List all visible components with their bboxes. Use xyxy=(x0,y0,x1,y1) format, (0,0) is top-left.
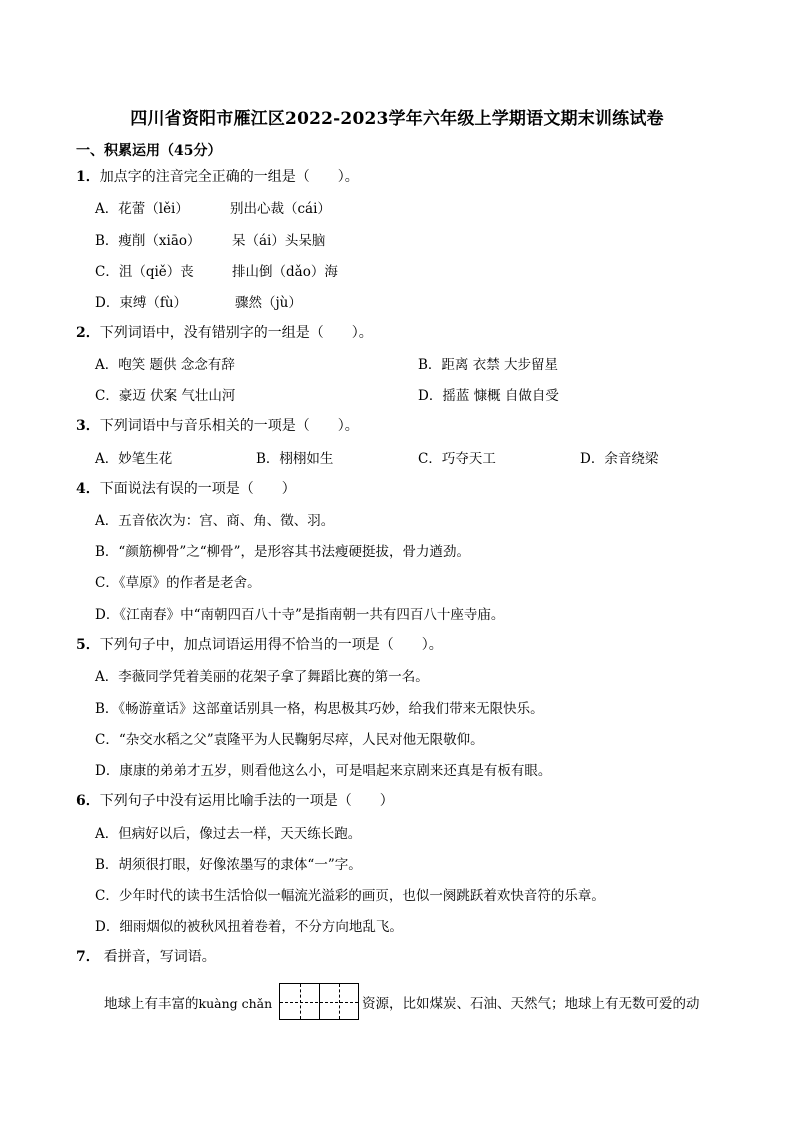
q1-option-d-1: D．束缚（fù） xyxy=(95,295,188,311)
q5-option-c: C．“杂交水稻之父”袁隆平为人民鞠躬尽瘁，人民对他无限敬仰。 xyxy=(95,732,484,748)
question-stem: 下列词语中与音乐相关的一项是（ ）。 xyxy=(99,418,359,434)
q5-option-d: D．康康的弟弟才五岁，则看他这么小，可是唱起来京剧来还真是有板有眼。 xyxy=(95,763,552,779)
grid-vertical-guide-right xyxy=(339,984,340,1019)
q3-option-b: B．栩栩如生 xyxy=(256,451,334,467)
question-stem: 看拼音，写词语。 xyxy=(103,949,216,965)
question-5 xyxy=(76,634,443,654)
q4-option-a: A．五音依次为：宫、商、角、徵、羽。 xyxy=(95,513,335,529)
q1-option-c-1: C．沮（qiě）丧 xyxy=(95,264,194,280)
q6-option-b: B．胡须很打眼，好像浓墨写的隶体“一”字。 xyxy=(95,857,362,873)
question-number: 4． xyxy=(76,481,100,497)
grid-cell-divider xyxy=(319,984,320,1019)
q7-text-after: 资源，比如煤炭、石油、天然气；地球上有无数可爱的动 xyxy=(362,996,700,1012)
question-stem: 下列句子中，加点词语运用得不恰当的一项是（ ）。 xyxy=(99,637,443,653)
question-number: 2． xyxy=(76,325,100,341)
q2-option-b: B．距离 衣禁 大步留星 xyxy=(418,357,559,373)
question-7 xyxy=(76,946,216,966)
q1-option-b-2: 呆（ái）头呆脑 xyxy=(232,233,326,249)
q3-option-c: C．巧夺天工 xyxy=(418,451,496,467)
question-1 xyxy=(76,166,359,186)
q1-option-a-2: 别出心裁（cái） xyxy=(230,201,331,217)
question-number: 1． xyxy=(76,169,100,185)
q6-option-d: D．细雨烟似的被秋风扭着卷着，不分方向地乱飞。 xyxy=(95,919,403,935)
q1-option-b-1: B．瘦削（xiāo） xyxy=(95,233,201,249)
q5-option-a: A．李薇同学凭着美丽的花架子拿了舞蹈比赛的第一名。 xyxy=(95,669,429,685)
q6-option-c: C．少年时代的读书生活恰似一幅流光溢彩的画页，也似一阕跳跃着欢快音符的乐章。 xyxy=(95,888,605,904)
question-number: 7． xyxy=(76,949,100,965)
section-heading: 一、积累运用（45分） xyxy=(76,143,222,159)
q3-option-a: A．妙笔生花 xyxy=(95,451,173,467)
question-number: 6． xyxy=(76,793,100,809)
q5-option-b: B．《畅游童话》这部童话别具一格，构思极其巧妙，给我们带来无限快乐。 xyxy=(95,701,544,717)
question-2 xyxy=(76,322,373,342)
q2-option-d: D．摇蓝 慷概 自做自受 xyxy=(418,388,559,404)
question-6 xyxy=(76,790,394,810)
question-stem: 加点字的注音完全正确的一组是（ ）。 xyxy=(99,169,359,185)
tianzige-answer-box[interactable] xyxy=(279,983,359,1020)
question-3 xyxy=(76,415,359,435)
grid-vertical-guide-left xyxy=(300,984,301,1019)
q6-option-a: A．但病好以后，像过去一样，天天练长跑。 xyxy=(95,826,362,842)
q3-option-d: D．余音绕梁 xyxy=(580,451,659,467)
q1-option-a-1: A．花蕾（lěi） xyxy=(95,201,189,217)
q4-option-c: C．《草原》的作者是老舍。 xyxy=(95,575,261,591)
q7-pinyin: kuàng chǎn xyxy=(198,996,273,1011)
question-stem: 下面说法有误的一项是（ ） xyxy=(99,481,296,497)
question-number: 5． xyxy=(76,637,100,653)
q2-option-c: C．豪迈 伏案 气壮山河 xyxy=(95,388,236,404)
question-4 xyxy=(76,478,296,498)
page-title: 四川省资阳市雁江区2022-2023学年六年级上学期语文期末训练试卷 xyxy=(130,109,664,129)
question-number: 3． xyxy=(76,418,100,434)
q4-option-d: D．《江南春》中“南朝四百八十寺”是指南朝一共有四百八十座寺庙。 xyxy=(95,607,505,623)
q7-line-prefix xyxy=(104,992,272,1012)
q1-option-d-2: 骤然（jù） xyxy=(235,295,302,311)
q4-option-b: B．“颜筋柳骨”之“柳骨”，是形容其书法瘦硬挺拔，骨力遒劲。 xyxy=(95,544,471,560)
question-stem: 下列句子中没有运用比喻手法的一项是（ ） xyxy=(99,793,394,809)
question-stem: 下列词语中，没有错别字的一组是（ ）。 xyxy=(99,325,373,341)
q7-text-before: 地球上有丰富的 xyxy=(104,996,199,1012)
q1-option-c-2: 排山倒（dǎo）海 xyxy=(232,264,338,280)
q2-option-a: A．咆笑 题供 念念有辞 xyxy=(95,357,235,373)
